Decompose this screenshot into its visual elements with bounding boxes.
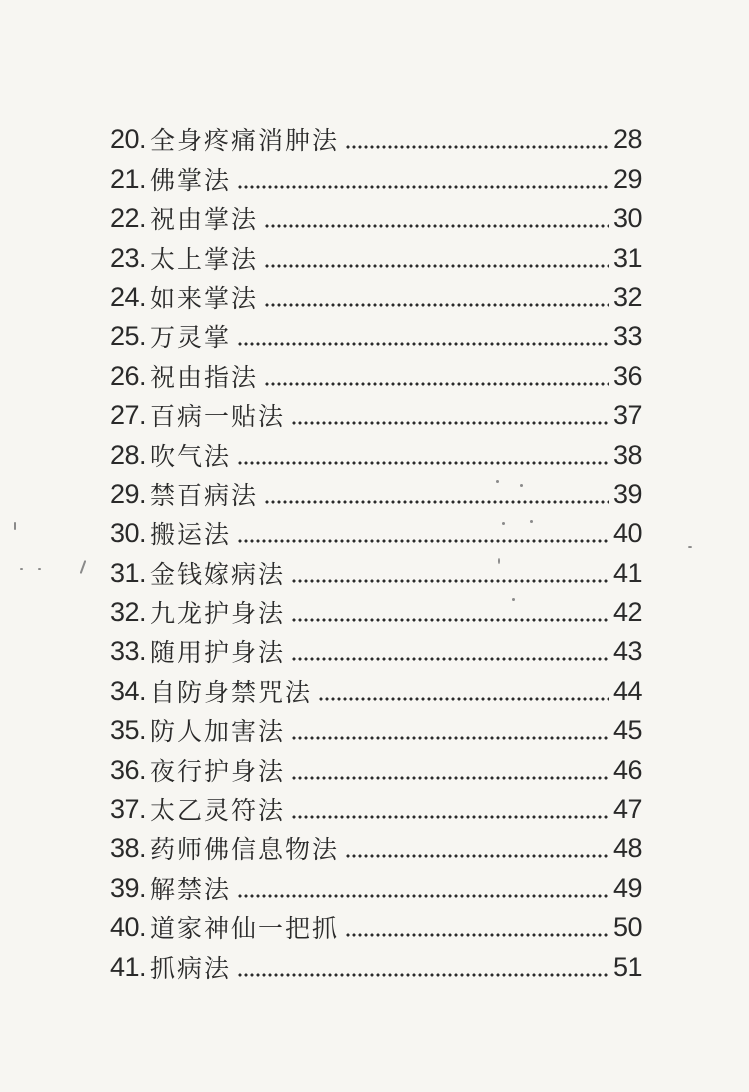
toc-entry: [110, 744, 642, 786]
toc-entry-page-number: 48: [612, 833, 642, 864]
toc-entry-page-number: 45: [612, 715, 642, 746]
toc-entry-number: 26.: [110, 360, 147, 391]
toc-entry-page-number: 31: [612, 242, 642, 273]
scan-speck: [38, 568, 41, 570]
toc-entry: [110, 862, 642, 904]
dot-leader: [318, 697, 609, 701]
scan-speck: [496, 480, 499, 483]
dot-leader: [264, 382, 609, 386]
dot-leader: [264, 303, 609, 307]
toc-entry-number: 36.: [110, 754, 147, 785]
toc-entry-number: 25.: [110, 321, 147, 352]
toc-entry-number: 35.: [110, 715, 147, 746]
toc-entry-title: 如来掌法: [150, 283, 259, 313]
scan-speck: [502, 522, 505, 525]
toc-entry-number: 29.: [110, 478, 147, 509]
toc-entry: [110, 272, 642, 311]
dot-leader: [291, 618, 609, 622]
toc-entry-title: 祝由掌法: [150, 205, 259, 235]
dot-leader: [291, 815, 609, 819]
toc-entry-page-number: 30: [612, 203, 642, 234]
toc-entry-page-number: 39: [612, 478, 642, 509]
toc-entry-page-number: 38: [612, 439, 642, 470]
toc-entry-page-number: 28: [612, 124, 642, 155]
toc-entry-title: 全身疼痛消肿法: [150, 126, 340, 156]
dot-leader: [291, 421, 609, 425]
toc-entry-page-number: 51: [612, 951, 642, 982]
toc-entry: [110, 823, 642, 865]
toc-entry-page-number: 41: [612, 557, 642, 588]
toc-entry-title: 吹气法: [150, 441, 232, 471]
toc-entry-number: 27.: [110, 400, 147, 431]
dot-leader: [291, 736, 609, 740]
toc-entry: [110, 153, 642, 195]
toc-entry: [110, 705, 642, 747]
dot-leader: [291, 776, 609, 780]
toc-entry: [110, 232, 642, 274]
dot-leader: [237, 185, 609, 189]
toc-entry: [110, 193, 642, 235]
toc-entry-number: 34.: [110, 675, 147, 706]
toc-entry-page-number: 43: [612, 636, 642, 667]
dot-leader: [291, 579, 609, 583]
toc-entry-title: 禁百病法: [150, 480, 259, 510]
toc-entry-number: 23.: [110, 242, 147, 273]
toc-entry-page-number: 36: [612, 360, 642, 391]
toc-entry-title: 解禁法: [150, 874, 232, 904]
toc-entry-title: 万灵掌: [150, 323, 232, 353]
toc-entry-page-number: 46: [612, 754, 642, 785]
toc-entry: [110, 350, 642, 392]
toc-entry-title: 道家神仙一把抓: [150, 914, 340, 944]
toc-entry-title: 防人加害法: [150, 717, 286, 747]
toc-entry: [110, 469, 642, 508]
toc-entry-number: 40.: [110, 912, 147, 943]
toc-entry-title: 佛掌法: [150, 165, 232, 195]
toc-entry: [110, 508, 642, 550]
toc-entry-page-number: 37: [612, 400, 642, 431]
toc-entry-number: 39.: [110, 872, 147, 903]
toc-entry-number: 32.: [110, 597, 147, 628]
toc-entry-number: 24.: [110, 281, 147, 312]
toc-entry-title: 搬运法: [150, 520, 232, 550]
toc-entry-title: 太乙灵符法: [150, 796, 286, 826]
toc-entry-page-number: 44: [612, 675, 642, 706]
toc-entry: [110, 587, 642, 629]
table-of-contents: [110, 114, 642, 981]
toc-entry-title: 抓病法: [150, 953, 232, 983]
toc-entry-number: 30.: [110, 518, 147, 549]
dot-leader: [264, 264, 609, 268]
dot-leader: [237, 461, 609, 465]
toc-entry-title: 药师佛信息物法: [150, 835, 340, 865]
dot-leader: [264, 224, 609, 228]
toc-entry: [110, 390, 642, 432]
toc-entry-title: 太上掌法: [150, 244, 259, 274]
dot-leader: [237, 973, 609, 977]
dot-leader: [291, 657, 609, 661]
toc-entry-number: 22.: [110, 203, 147, 234]
dot-leader: [345, 933, 609, 937]
toc-entry-number: 33.: [110, 636, 147, 667]
toc-entry-page-number: 49: [612, 872, 642, 903]
toc-entry-number: 28.: [110, 439, 147, 470]
toc-entry-number: 31.: [110, 557, 147, 588]
toc-entry: [110, 784, 642, 826]
dot-leader: [264, 500, 609, 504]
toc-entry-title: 夜行护身法: [150, 756, 286, 786]
scan-speck: [512, 598, 515, 601]
dot-leader: [345, 145, 609, 149]
toc-entry: [110, 114, 642, 156]
toc-entry-page-number: 40: [612, 518, 642, 549]
scan-speck: [520, 484, 523, 487]
toc-entry: [110, 547, 642, 589]
toc-entry-title: 九龙护身法: [150, 599, 286, 629]
toc-entry: [110, 626, 642, 668]
scan-speck: [20, 568, 23, 570]
toc-entry: [110, 902, 642, 944]
toc-entry: [110, 665, 642, 707]
toc-entry-title: 随用护身法: [150, 638, 286, 668]
toc-entry-title: 祝由指法: [150, 362, 259, 392]
toc-entry-page-number: 47: [612, 794, 642, 825]
toc-entry: [110, 941, 642, 983]
toc-entry-title: 自防身禁咒法: [150, 677, 313, 707]
toc-entry-title: 金钱嫁病法: [150, 559, 286, 589]
scan-speck: [530, 520, 533, 523]
dot-leader: [237, 894, 609, 898]
toc-entry-page-number: 50: [612, 912, 642, 943]
scan-speck: [14, 522, 16, 530]
toc-entry-number: 41.: [110, 951, 147, 982]
scan-speck: [688, 546, 692, 548]
toc-entry-number: 21.: [110, 163, 147, 194]
scan-speck: [498, 558, 500, 564]
dot-leader: [237, 539, 609, 543]
toc-entry: [110, 429, 642, 471]
toc-entry-number: 38.: [110, 833, 147, 864]
toc-entry-number: 20.: [110, 124, 147, 155]
toc-entry-page-number: 33: [612, 321, 642, 352]
dot-leader: [345, 854, 609, 858]
scan-speck: [80, 560, 87, 574]
toc-entry-title: 百病一贴法: [150, 402, 286, 432]
dot-leader: [237, 342, 609, 346]
toc-entry-page-number: 42: [612, 597, 642, 628]
toc-entry-page-number: 32: [612, 281, 642, 312]
toc-entry-number: 37.: [110, 794, 147, 825]
toc-entry: [110, 311, 642, 353]
toc-entry-page-number: 29: [612, 163, 642, 194]
